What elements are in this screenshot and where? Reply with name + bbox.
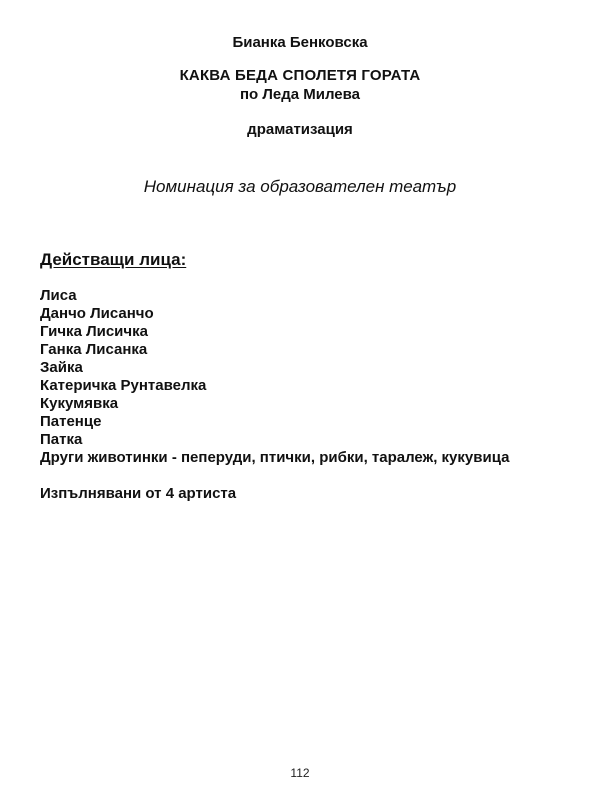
- cast-item: Зайка: [40, 359, 83, 376]
- cast-item: Катеричка Рунтавелка: [40, 377, 207, 394]
- performers-note: Изпълнявани от 4 артиста: [40, 485, 237, 502]
- author-name: Бианка Бенковска: [232, 34, 368, 51]
- play-subtitle: по Леда Милева: [239, 86, 361, 103]
- play-genre: драматизация: [247, 121, 353, 138]
- cast-item: Патенце: [40, 413, 102, 430]
- nomination-label: Номинация за образователен театър: [143, 177, 457, 196]
- cast-item: Данчо Лисанчо: [40, 305, 154, 322]
- cast-item: Гичка Лисичка: [40, 323, 148, 340]
- play-title: КАКВА БЕДА СПОЛЕТЯ ГОРАТА: [179, 67, 421, 84]
- cast-item: Кукумявка: [40, 395, 119, 412]
- cast-item: Други животинки - пеперуди, птички, рибки, таралеж, кукувица: [40, 449, 510, 466]
- page-number: 112: [290, 766, 310, 780]
- cast-item: Лиса: [40, 287, 77, 304]
- cast-item: Патка: [40, 431, 83, 448]
- cast-item: Ганка Лисанка: [40, 341, 148, 358]
- cast-list: [40, 287, 509, 467]
- cast-heading: Действащи лица:: [40, 250, 187, 269]
